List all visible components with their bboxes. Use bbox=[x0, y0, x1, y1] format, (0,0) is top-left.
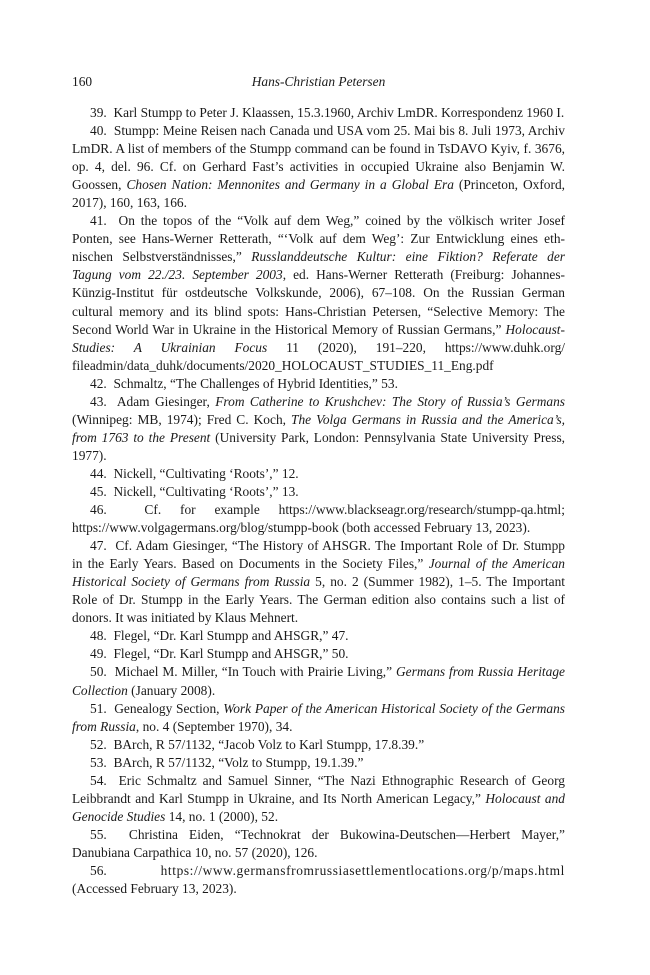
endnote-text bbox=[72, 394, 565, 463]
endnote-number: 40. bbox=[90, 123, 107, 139]
endnote bbox=[72, 862, 565, 898]
citation-text: On the topos of the “Volk auf dem Weg,” coined by the völkisch writer Josef Ponten, see Hans-Werner Retterath, “‘Volk auf dem Weg’: Zur Entwicklung eines ethnischen Selbstverständnisses,” bbox=[72, 213, 566, 265]
citation-text: Adam Giesinger, bbox=[116, 393, 216, 409]
running-title: Hans-Christian Petersen bbox=[251, 74, 386, 89]
endnotes-list bbox=[72, 104, 565, 898]
citation-title: The Volga Germans in Russia and the America’s, from 1763 to the Present bbox=[72, 411, 565, 445]
endnote bbox=[72, 736, 565, 754]
citation-text: (University Park, London: Pennsylvania State University Press, 1977). bbox=[72, 429, 566, 463]
endnote bbox=[72, 483, 565, 501]
endnote-text bbox=[72, 538, 565, 625]
endnote-text bbox=[113, 105, 564, 120]
citation-text: 14, no. 1 (2000), 52. bbox=[165, 808, 279, 824]
citation-title: Work Paper of the American Historical Society of the Germans from Russia bbox=[72, 700, 566, 734]
citation-title: From Catherine to Krushchev: The Story of Russia’s Germans bbox=[215, 393, 565, 409]
endnote bbox=[72, 122, 565, 212]
endnote-number: 47. bbox=[90, 538, 107, 554]
endnote-number: 49. bbox=[90, 646, 107, 662]
endnote-number: 50. bbox=[90, 664, 107, 680]
citation-text: (January 2008). bbox=[127, 682, 216, 698]
endnote-number: 48. bbox=[90, 628, 107, 644]
endnote-number: 52. bbox=[90, 736, 107, 752]
endnote bbox=[72, 465, 565, 483]
endnote bbox=[72, 212, 565, 374]
citation-url: https://www.germansfromrussiasettlementlocations.org/p/maps.html bbox=[160, 862, 565, 878]
citation-text: Karl Stumpp to Peter J. Klaassen, 15.3.1960, Archiv LmDR. Korrespondenz 1960 I. bbox=[113, 105, 565, 120]
citation-text: BArch, R 57/1132, “Jacob Volz to Karl Stumpp, 17.8.39.” bbox=[113, 736, 425, 752]
endnote-text bbox=[113, 376, 397, 391]
citation-title: Holocaust-Studies: A Ukrainian Focus bbox=[72, 321, 565, 355]
endnote bbox=[72, 663, 565, 699]
page-number: 160 bbox=[72, 74, 93, 89]
citation-text: Nickell, “Cultivating ‘Roots’,” 13. bbox=[113, 483, 299, 499]
endnote bbox=[72, 826, 565, 862]
running-head bbox=[72, 72, 565, 92]
citation-title: Russlanddeutsche Kultur: eine Fiktion? Referate der Tagung vom 22./23. September 2003 bbox=[72, 249, 565, 283]
endnote-number: 41. bbox=[90, 213, 107, 229]
citation-text: Michael M. Miller, “In Touch with Prairie Living,” bbox=[114, 664, 396, 680]
citation-text: (Winnipeg: MB, 1974); Fred C. Koch, bbox=[72, 411, 292, 427]
citation-title: Germans from Russia Heritage Collection bbox=[72, 664, 565, 698]
endnote-number: 46. bbox=[90, 502, 107, 518]
citation-text: , no. 4 (September 1970), 34. bbox=[135, 718, 293, 734]
endnote-number: 55. bbox=[90, 826, 107, 842]
endnote-text bbox=[72, 213, 565, 372]
endnote-text bbox=[113, 628, 348, 643]
endnote-text bbox=[72, 863, 565, 896]
endnote-text bbox=[113, 466, 298, 481]
endnote bbox=[72, 754, 565, 772]
endnote bbox=[72, 501, 565, 537]
citation-text: (Princeton, Oxford, 2017), 160, 163, 166. bbox=[72, 177, 565, 211]
citation-text: Nickell, “Cultivating ‘Roots’,” 12. bbox=[113, 465, 299, 481]
citation-text: Eric Schmaltz and Samuel Sinner, “The Nazi Ethnographic Research of Georg Leibbrandt and Karl Stumpp in Ukraine, and Its North American Legacy,” bbox=[72, 772, 565, 806]
endnote-number: 44. bbox=[90, 465, 107, 481]
endnote bbox=[72, 537, 565, 627]
endnote-text bbox=[72, 773, 565, 824]
endnote-text bbox=[113, 755, 363, 770]
citation-text: Flegel, “Dr. Karl Stumpp and AHSGR,” 47. bbox=[113, 628, 349, 644]
endnote-text bbox=[72, 827, 565, 860]
citation-text: Cf. for example https://www.blackseagr.org/research/stumpp-qa.html; https://www.volgagermans.org/blog/stumpp-book (both accessed February 13, 2023). bbox=[72, 502, 565, 536]
endnote-number: 43. bbox=[90, 393, 107, 409]
endnote-number: 51. bbox=[90, 700, 107, 716]
citation-text: Stumpp: Meine Reisen nach Canada und USA vom 25. Mai bis 8. Juli 1973, Archiv LmDR. A list of members of the Stumpp command can be found in TsDAVO Kyiv, f. 3676, op. 4, del. 96. Cf. on Gerhard Fast’s activities in occupied Ukraine also Benjamin W. Goossen, bbox=[72, 123, 565, 193]
endnote bbox=[72, 393, 565, 465]
endnote bbox=[72, 375, 565, 393]
endnote-number: 54. bbox=[90, 772, 107, 788]
endnote-number: 39. bbox=[90, 105, 107, 120]
citation-text: Christina Eiden, “Technokrat der Bukowina-Deutschen—Herbert Mayer,” Danubiana Carpathica 10, no. 57 (2020), 126. bbox=[72, 826, 565, 860]
endnote-text bbox=[113, 484, 298, 499]
citation-text: Schmaltz, “The Challenges of Hybrid Identities,” 53. bbox=[113, 375, 398, 391]
citation-title: Chosen Nation: Mennonites and Germany in a Global Era bbox=[126, 177, 454, 193]
citation-title: Holocaust and Genocide Studies bbox=[72, 790, 565, 824]
endnote-text bbox=[72, 664, 565, 697]
endnote-text bbox=[72, 502, 565, 535]
endnote-number: 53. bbox=[90, 754, 107, 770]
endnote bbox=[72, 700, 565, 736]
endnote-text bbox=[113, 737, 424, 752]
endnote-text bbox=[72, 123, 565, 210]
endnote-number: 56. bbox=[90, 862, 107, 878]
citation-text: BArch, R 57/1132, “Volz to Stumpp, 19.1.39.” bbox=[113, 754, 364, 770]
endnote-text bbox=[72, 701, 565, 734]
endnote bbox=[72, 104, 565, 122]
citation-text: Flegel, “Dr. Karl Stumpp and AHSGR,” 50. bbox=[113, 646, 349, 662]
citation-text: , ed. Hans-Werner Retterath (Freiburg: Johannes-Künzig-Institut für ostdeutsche Volkskunde, 2006), 67–108. On the Russian German cultural memory and its blind spots: Hans-Christian Petersen, “Selective Memory: The Second World War in Ukraine in the Historical Memory of Russian Germans,” bbox=[72, 267, 565, 337]
citation-title: Journal of the American Historical Society of Germans from Russia bbox=[72, 556, 565, 590]
endnote bbox=[72, 627, 565, 645]
citation-text: Genealogy Section, bbox=[114, 700, 224, 716]
citation-text: (Accessed February 13, 2023). bbox=[72, 881, 237, 897]
citation-text: 5, no. 2 (Summer 1982), 1–5. The Important Role of Dr. Stumpp in the Early Years. The German edition also contains such a list of donors. It was initiated by Klaus Mehnert. bbox=[72, 574, 565, 626]
endnote-number: 42. bbox=[90, 375, 107, 391]
endnote bbox=[72, 772, 565, 826]
citation-text: 11 (2020), 191–220, https://www.duhk.org/ fileadmin/data_duhk/documents/2020_HOLOCAUST_STUDIES_11_Eng.pdf bbox=[72, 339, 565, 373]
endnote-text bbox=[113, 646, 348, 661]
endnote bbox=[72, 645, 565, 663]
citation-text: Cf. Adam Giesinger, “The History of AHSGR. The Important Role of Dr. Stumpp in the Early Years. Based on Documents in the Society Files,” bbox=[72, 538, 565, 572]
endnote-number: 45. bbox=[90, 483, 107, 499]
